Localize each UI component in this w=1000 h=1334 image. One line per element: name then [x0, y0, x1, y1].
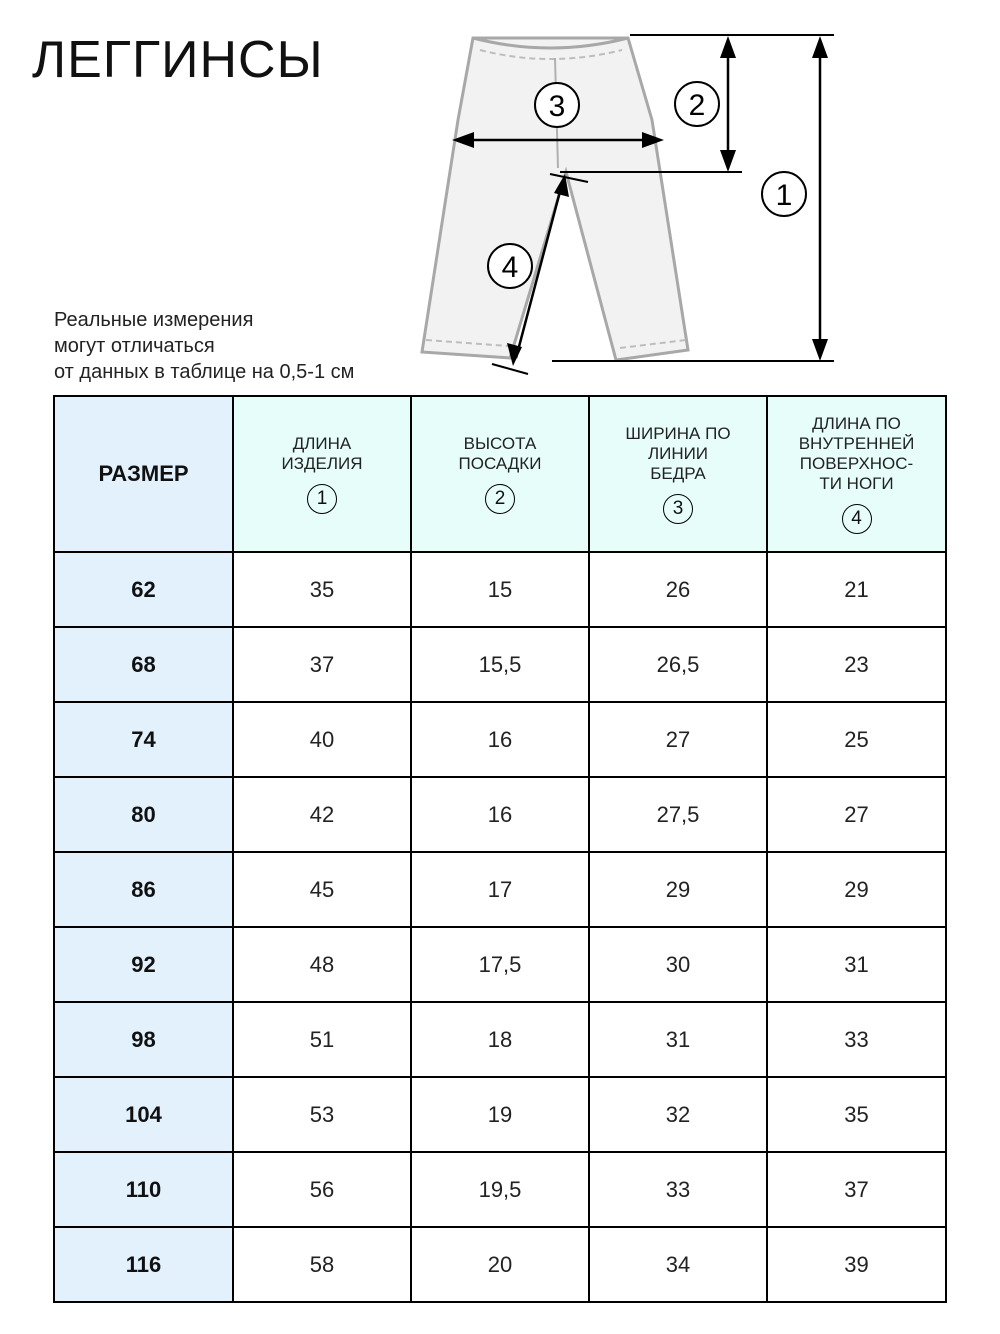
- value-cell: 26: [589, 552, 767, 627]
- value-cell: 18: [411, 1002, 589, 1077]
- size-header: РАЗМЕР: [54, 396, 233, 552]
- size-cell: 98: [54, 1002, 233, 1077]
- value-cell: 58: [233, 1227, 411, 1302]
- size-cell: 74: [54, 702, 233, 777]
- size-cell: 86: [54, 852, 233, 927]
- value-cell: 32: [589, 1077, 767, 1152]
- header-label: ВЫСОТА ПОСАДКИ: [458, 434, 542, 473]
- table-row: [54, 1077, 946, 1152]
- header-length: [233, 396, 411, 552]
- value-cell: 21: [767, 552, 946, 627]
- table-row: [54, 1152, 946, 1227]
- size-cell: 80: [54, 777, 233, 852]
- value-cell: 33: [589, 1152, 767, 1227]
- value-cell: 17: [411, 852, 589, 927]
- header-hip-width: [589, 396, 767, 552]
- value-cell: 48: [233, 927, 411, 1002]
- header-number-badge: 4: [842, 504, 872, 534]
- value-cell: 51: [233, 1002, 411, 1077]
- value-cell: 27: [767, 777, 946, 852]
- value-cell: 15,5: [411, 627, 589, 702]
- value-cell: 16: [411, 702, 589, 777]
- value-cell: 29: [767, 852, 946, 927]
- header-number-badge: 3: [663, 494, 693, 524]
- size-cell: 92: [54, 927, 233, 1002]
- header-rise: [411, 396, 589, 552]
- value-cell: 56: [233, 1152, 411, 1227]
- table-row: [54, 552, 946, 627]
- table-row: [54, 852, 946, 927]
- table-header-row: [54, 396, 946, 552]
- table-row: [54, 1002, 946, 1077]
- value-cell: 30: [589, 927, 767, 1002]
- value-cell: 25: [767, 702, 946, 777]
- value-cell: 31: [767, 927, 946, 1002]
- value-cell: 35: [233, 552, 411, 627]
- size-cell: 116: [54, 1227, 233, 1302]
- value-cell: 19: [411, 1077, 589, 1152]
- value-cell: 40: [233, 702, 411, 777]
- value-cell: 39: [767, 1227, 946, 1302]
- value-cell: 27,5: [589, 777, 767, 852]
- header-number-badge: 1: [307, 484, 337, 514]
- label-2: 2: [688, 89, 706, 122]
- value-cell: 23: [767, 627, 946, 702]
- value-cell: 15: [411, 552, 589, 627]
- label-1: 1: [775, 179, 793, 212]
- size-cell: 104: [54, 1077, 233, 1152]
- page-title: ЛЕГГИНСЫ: [32, 31, 324, 89]
- label-3: 3: [548, 90, 566, 123]
- table-row: [54, 927, 946, 1002]
- table-row: [54, 777, 946, 852]
- size-table: [53, 395, 947, 1303]
- value-cell: 20: [411, 1227, 589, 1302]
- size-cell: 62: [54, 552, 233, 627]
- label-4: 4: [501, 251, 519, 284]
- value-cell: 37: [767, 1152, 946, 1227]
- table-row: [54, 702, 946, 777]
- value-cell: 45: [233, 852, 411, 927]
- measurement-note: [54, 307, 354, 385]
- value-cell: 17,5: [411, 927, 589, 1002]
- header-number-badge: 2: [485, 484, 515, 514]
- header-label: ШИРИНА ПО ЛИНИИ БЕДРА: [625, 424, 731, 483]
- header-label: ДЛИНА ПО ВНУТРЕННЕЙ ПОВЕРХНОС- ТИ НОГИ: [798, 414, 915, 493]
- value-cell: 34: [589, 1227, 767, 1302]
- value-cell: 33: [767, 1002, 946, 1077]
- value-cell: 42: [233, 777, 411, 852]
- value-cell: 29: [589, 852, 767, 927]
- table-row: [54, 627, 946, 702]
- size-cell: 110: [54, 1152, 233, 1227]
- leggings-diagram: [400, 20, 860, 390]
- size-cell: 68: [54, 627, 233, 702]
- value-cell: 26,5: [589, 627, 767, 702]
- value-cell: 31: [589, 1002, 767, 1077]
- value-cell: 19,5: [411, 1152, 589, 1227]
- note-text: Реальные измерения могут отличаться от данных в таблице на 0,5-1 см: [54, 309, 355, 383]
- header-label: ДЛИНА ИЗДЕЛИЯ: [281, 434, 363, 473]
- table-row: [54, 1227, 946, 1302]
- value-cell: 53: [233, 1077, 411, 1152]
- value-cell: 35: [767, 1077, 946, 1152]
- value-cell: 27: [589, 702, 767, 777]
- header-inseam: [767, 396, 946, 552]
- value-cell: 16: [411, 777, 589, 852]
- value-cell: 37: [233, 627, 411, 702]
